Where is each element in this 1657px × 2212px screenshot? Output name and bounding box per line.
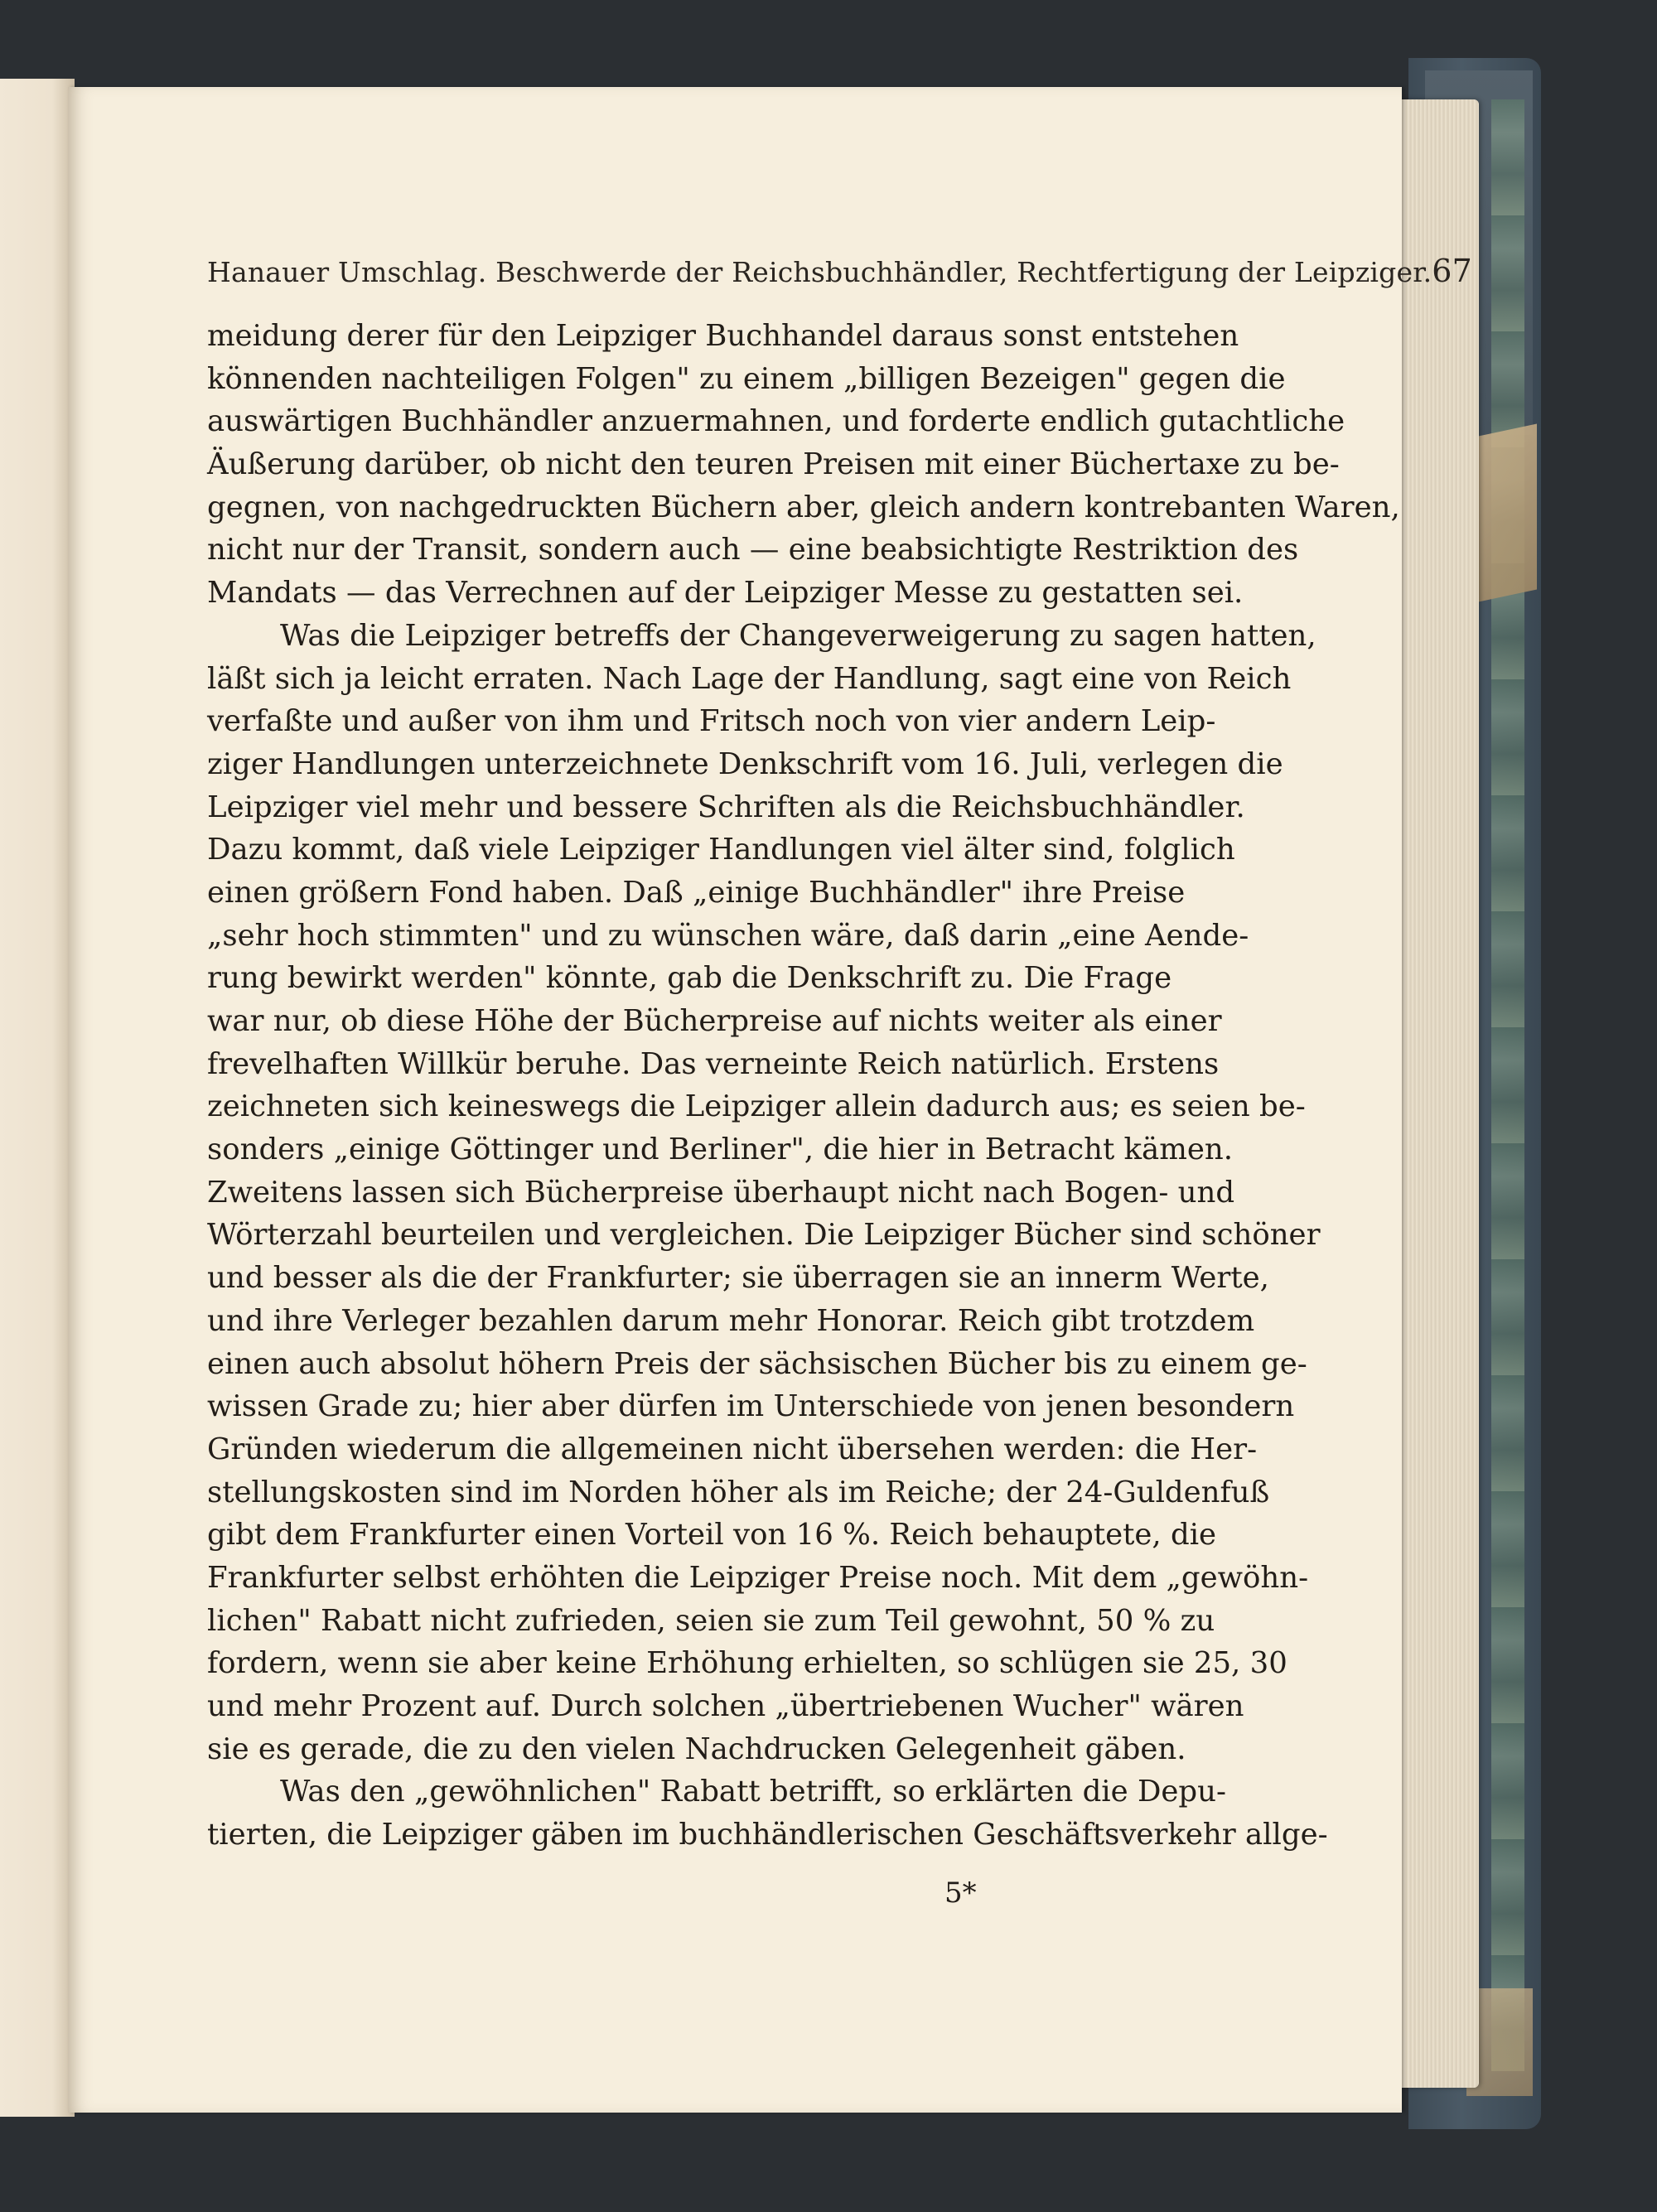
text-line: könnenden nachteiligen Folgen" zu einem „billigen Bezeigen" gegen die (207, 361, 1286, 396)
text-line: Zweitens lassen sich Bücherpreise überhaupt nicht nach Bogen- und (207, 1175, 1235, 1210)
running-header (207, 253, 1473, 292)
text-line: Dazu kommt, daß viele Leipziger Handlungen viel älter sind, folglich (207, 833, 1235, 867)
cover-marbling (1491, 99, 1524, 2071)
page-body (207, 315, 1400, 1857)
text-line: Mandats — das Verrechnen auf der Leipziger Messe zu gestatten sei. (207, 576, 1244, 611)
text-line: einen größern Fond haben. Daß „einige Buchhändler" ihre Preise (207, 875, 1186, 910)
text-line: frevelhaften Willkür beruhe. Das verneinte Reich natürlich. Erstens (207, 1046, 1220, 1081)
text-line: fordern, wenn sie aber keine Erhöhung erhielten, so schlügen sie 25, 30 (207, 1646, 1287, 1681)
text-line: zeichneten sich keineswegs die Leipziger allein dadurch aus; es seien be- (207, 1089, 1306, 1124)
text-line: „sehr hoch stimmten" und zu wünschen wäre, daß darin „eine Aende- (207, 918, 1249, 953)
text-line: auswärtigen Buchhändler anzuermahnen, und forderte endlich gutachtliche (207, 404, 1345, 439)
text-line: meidung derer für den Leipziger Buchhandel daraus sonst entstehen (207, 319, 1239, 353)
text-line: stellungskosten sind im Norden höher als im Reiche; der 24-Guldenfuß (207, 1475, 1270, 1509)
page-number: 67 (1432, 253, 1473, 289)
text-line: Äußerung darüber, ob nicht den teuren Preisen mit einer Büchertaxe zu be- (207, 447, 1340, 482)
text-line: verfaßte und außer von ihm und Fritsch noch von vier andern Leip- (207, 704, 1216, 739)
cover-corner-patch (1471, 423, 1537, 603)
signature-mark: 5* (944, 1876, 977, 1910)
text-line: gibt dem Frankfurter einen Vorteil von 16 %. Reich behauptete, die (207, 1518, 1217, 1553)
text-line: rung bewirkt werden" könnte, gab die Denkschrift zu. Die Frage (207, 961, 1172, 996)
text-line: nicht nur der Transit, sondern auch — eine beabsichtigte Restriktion des (207, 533, 1299, 567)
text-line: ziger Handlungen unterzeichnete Denkschrift vom 16. Juli, verlegen die (207, 746, 1283, 781)
text-line: sonders „einige Göttinger und Berliner", die hier in Betracht kämen. (207, 1133, 1234, 1167)
facing-page-edge (0, 79, 75, 2117)
text-line: Leipziger viel mehr und bessere Schriften als die Reichsbuchhändler. (207, 790, 1245, 824)
text-line: sie es gerade, die zu den vielen Nachdrucken Gelegenheit gäben. (207, 1731, 1186, 1766)
text-line: läßt sich ja leicht erraten. Nach Lage der Handlung, sagt eine von Reich (207, 661, 1292, 696)
text-line: lichen" Rabatt nicht zufrieden, seien sie zum Teil gewohnt, 50 % zu (207, 1603, 1215, 1638)
page-edges (1400, 99, 1479, 2088)
text-line: Wörterzahl beurteilen und vergleichen. Die Leipziger Bücher sind schöner (207, 1218, 1321, 1253)
text-line: einen auch absolut höhern Preis der sächsischen Bücher bis zu einem ge- (207, 1346, 1307, 1381)
text-line: war nur, ob diese Höhe der Bücherpreise auf nichts weiter als einer (207, 1004, 1222, 1038)
text-line: Was die Leipziger betreffs der Changeverweigerung zu sagen hatten, (280, 618, 1316, 653)
text-line: Was den „gewöhnlichen" Rabatt betrifft, so erklärten die Depu- (280, 1775, 1226, 1809)
text-line: Gründen wiederum die allgemeinen nicht übersehen werden: die Her- (207, 1432, 1258, 1466)
text-line: und ihre Verleger bezahlen darum mehr Honorar. Reich gibt trotzdem (207, 1303, 1255, 1338)
text-line: und besser als die der Frankfurter; sie überragen sie an innerm Werte, (207, 1261, 1269, 1296)
text-line: gegnen, von nachgedruckten Büchern aber, gleich andern kontrebanten Waren, (207, 490, 1400, 524)
text-line: tierten, die Leipziger gäben im buchhändlerischen Geschäftsverkehr allge- (207, 1818, 1328, 1852)
text-line: Frankfurter selbst erhöhten die Leipziger Preise noch. Mit dem „gewöhn- (207, 1560, 1309, 1595)
text-line: wissen Grade zu; hier aber dürfen im Unterschiede von jenen besondern (207, 1389, 1295, 1424)
running-title: Hanauer Umschlag. Beschwerde der Reichsbuchhändler, Rechtfertigung der Leipziger. (207, 256, 1432, 288)
text-line: und mehr Prozent auf. Durch solchen „übertriebenen Wucher" wären (207, 1689, 1244, 1723)
